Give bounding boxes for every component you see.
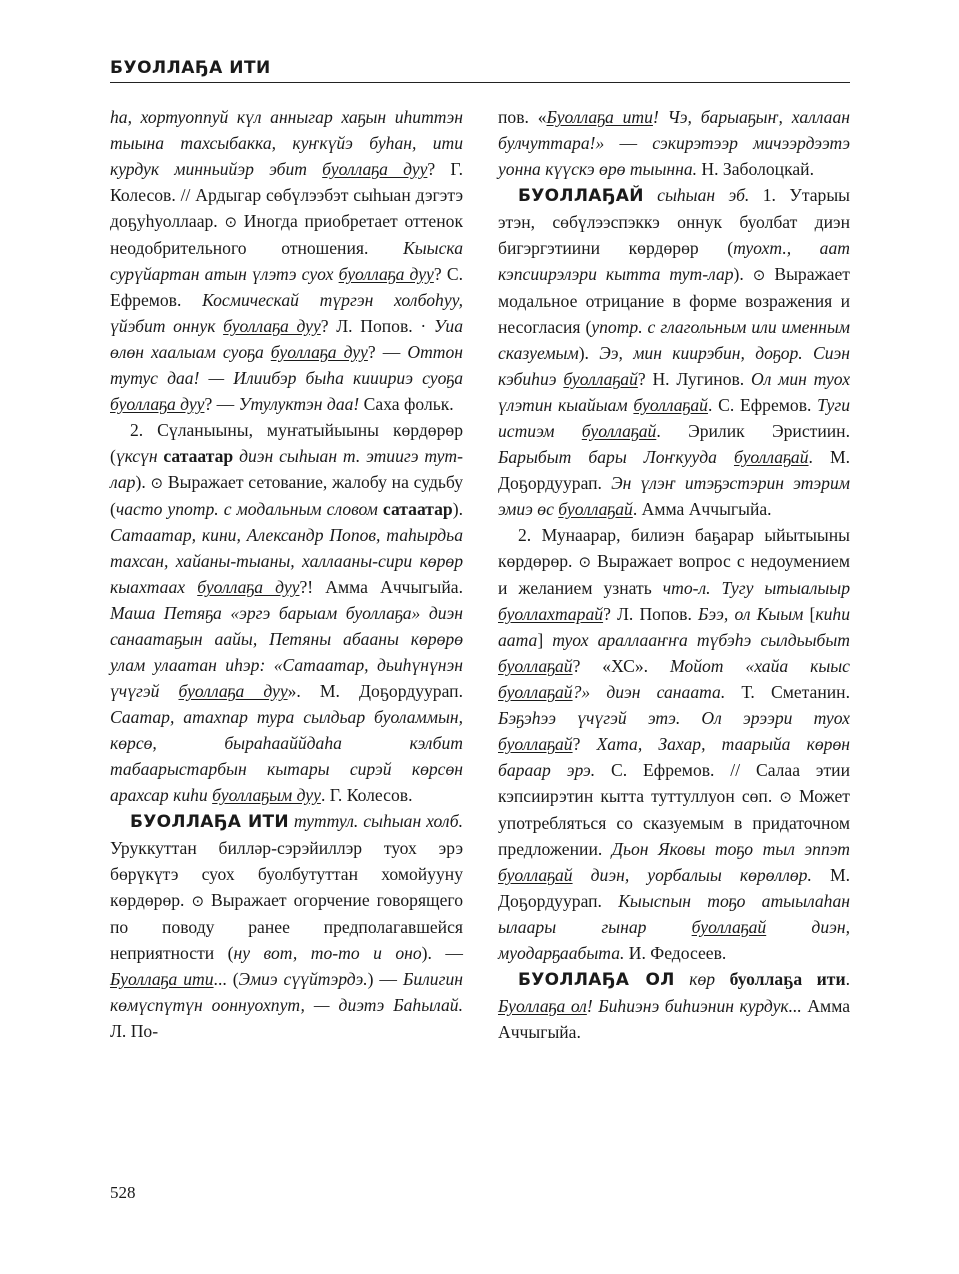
text-run: ? «ХС». xyxy=(572,656,670,676)
underlined-example-run: буоллаҕай xyxy=(633,395,708,415)
bold-run: буоллаҕа ити xyxy=(715,969,846,989)
text-run: ). xyxy=(452,499,463,519)
italic-run: часто употр. с модальным словом xyxy=(115,499,383,519)
text-run: . xyxy=(845,969,850,989)
text-run: . М. Доҕордуурап. xyxy=(498,447,851,493)
italic-run: диэн, муодарҕаабыта. xyxy=(498,917,850,963)
italic-run: Эмиэ сүүйтэрдэ. xyxy=(238,969,368,989)
underlined-example-run: буоллаҕай xyxy=(691,917,767,937)
underlined-example-run: буоллаҕай xyxy=(498,656,573,676)
text-run: ). xyxy=(733,264,753,284)
text-run: ? Г. Колесов. // Ардыгар сөбүлээбэт сыһыан дэгэтэ доҕуһуоллаар. xyxy=(110,159,463,231)
italic-run: Ээ, мин киирэбин, доҕор. Сиэн кэбиһиэ xyxy=(498,343,851,389)
underlined-example-run: буоллаҕа дуу xyxy=(322,159,428,179)
text-run: — xyxy=(604,133,653,153)
italic-run: Бээ, ол Кыым xyxy=(698,604,804,624)
bold-run: сатаатар xyxy=(382,499,453,519)
text-run: ? Л. Попов. · xyxy=(320,316,434,336)
italic-run: что-л. Тугу ытыалыыр xyxy=(662,578,850,598)
text-run: ] xyxy=(537,630,553,650)
right-column xyxy=(498,104,850,1045)
underlined-example-run: буоллаҕа дуу xyxy=(110,394,205,414)
italic-run: туохт., аат кэпсиирэлэри кытта тут-лар xyxy=(498,238,850,284)
header-rule xyxy=(110,82,850,83)
italic-run: Утулуктэн даа! xyxy=(238,394,360,414)
running-header xyxy=(110,58,850,78)
underlined-example-run: буоллаҕай xyxy=(498,865,573,885)
text-run: пов. « xyxy=(498,107,547,127)
headword: БУОЛЛАҔА ИТИ xyxy=(130,812,289,832)
italic-run: Сатаатар, кини, Александр Попов, таһырдьа тахсан, хайаны-тыаны, халлааны-сири көрөр кыахтаах xyxy=(110,525,463,597)
text-run: ? — xyxy=(367,342,408,362)
left-column xyxy=(110,104,463,1044)
text-run: ? — xyxy=(204,394,239,414)
underlined-example-run: буоллаҕа дуу xyxy=(270,342,368,362)
underlined-example-run: буоллаҕа дуу xyxy=(178,681,288,701)
italic-run: употр. с глагольным или именным сказуемым xyxy=(498,317,850,363)
underlined-example-run: буоллаҕай xyxy=(581,421,657,441)
text-run: Иногда приобретает оттенок неодобрительного отношения. xyxy=(110,211,463,258)
text-run: ). — xyxy=(421,943,463,963)
russian-translation-marker: ⊙ xyxy=(150,474,164,492)
text-run: Может употребляться со сказуемым в придаточном предложении. xyxy=(498,786,850,859)
text-run: 2. Сүланыыны, муҥатыйыыны көрдөрөр ( xyxy=(110,420,463,466)
italic-run: Кыыспын тоҕо атыылаһан ылаары гынар xyxy=(498,891,850,937)
underlined-example-run: буоллаҕай xyxy=(498,734,573,754)
text-run: Уруккуттан билләр-сэрэйиллэр туох эрэ бөрүкүтэ суох буолбутуттан хомойууну көрдөрөр. xyxy=(110,838,463,910)
entry-paragraph xyxy=(498,966,850,1045)
text-run: 2. Мунаарар, билиэн баҕарар ыйытыыны көрдөрөр. xyxy=(498,525,850,571)
text-run: ? Л. Попов. xyxy=(603,604,699,624)
underlined-example-run: буоллахтарай xyxy=(498,604,604,624)
underlined-example-run: буоллаҕай xyxy=(563,369,638,389)
text-run: . Амма Аччыгыйа. xyxy=(632,499,772,519)
italic-run: диэн сыһыан т. этиигэ тут-лар xyxy=(110,446,464,492)
italic-run: сыһыан эб. xyxy=(643,185,750,205)
text-run: Выражает модальное отрицание в форме возражения и несогласия ( xyxy=(498,264,850,337)
text-run: ) — xyxy=(367,969,403,989)
text-run: ). xyxy=(135,472,151,492)
italic-run: ?» диэн санаата. xyxy=(572,682,726,702)
russian-translation-marker: ⊙ xyxy=(779,788,792,806)
text-run: ? С. Ефремов. xyxy=(110,264,463,310)
underlined-example-run: буоллаҕа дуу xyxy=(197,577,300,597)
italic-run: Бэҕэһээ үчүгэй этэ. Ол эрээри туох xyxy=(498,708,850,728)
italic-run: Хата, Захар, таарыйа көрөн бараар эрэ. xyxy=(498,734,850,780)
entry-paragraph xyxy=(110,808,463,1044)
russian-translation-marker: ⊙ xyxy=(578,553,592,571)
italic-run: көр xyxy=(674,969,716,989)
bold-run: сатаатар xyxy=(163,446,234,466)
underlined-example-run: буоллаҕай xyxy=(733,447,809,467)
italic-run: Эн үлэҥ итэҕэстэрин этэрим эмиэ өс xyxy=(498,473,850,519)
russian-translation-marker: ⊙ xyxy=(224,213,238,231)
underlined-example-run: буоллаҕа дуу xyxy=(223,316,321,336)
text-run: Т. Сметанин. xyxy=(725,682,850,702)
italic-run: Билигин көмүспүтүн ооннуохпут, — диэтэ Баһылай. xyxy=(110,969,463,1015)
italic-run: ! Чэ, барыаҕыҥ, халлаан булчуттара!» xyxy=(498,107,850,153)
text-run: ». М. Доҕордуурап. xyxy=(287,681,463,701)
text-run: М. Доҕордуурап. xyxy=(498,865,850,911)
headword: БУОЛЛАҔАЙ xyxy=(518,186,644,206)
italic-run: һа, хортуоппуй күл анныгар хаҕын иһиттэн тыына тахсыбакка, куҥкүйэ буһан, ити курдук минньийэр эбит xyxy=(110,107,463,179)
italic-run: Барыбыт бары Лоҥкууда xyxy=(498,447,734,467)
underlined-example-run: буоллаҕай xyxy=(558,499,633,519)
running-header-title: БУОЛЛАҔА ИТИ xyxy=(110,58,271,78)
text-run: ). xyxy=(578,343,600,363)
text-run: И. Федосеев. xyxy=(624,943,727,963)
text-run: [ xyxy=(803,604,816,624)
text-run: . С. Ефремов. xyxy=(707,395,818,415)
italic-run: Маша Петяҕа «эргэ барыам буоллаҕа» диэн санаатаҕын аайы, Петяны абааны көрөрө улам улаатан иһэр: «Сатаатар, дьиһүнүнэн үчүгэй xyxy=(110,603,463,701)
italic-run: Кыыска сурүйартан атын үлэтэ суох xyxy=(110,238,463,284)
italic-run: Оттон тутус даа! — Илиибэр быһа кииириэ суоҕа xyxy=(110,342,464,388)
text-run: ?! Амма Аччыгыйа. xyxy=(299,577,463,597)
text-run: Н. Заболоцкай. xyxy=(697,159,814,179)
italic-run: сэкирэтээр мичээрдээтэ уонна күүскэ өрө тыынна. xyxy=(498,133,851,179)
underlined-example-run: Буоллаҕа ол xyxy=(498,996,587,1016)
underlined-example-run: буоллаҕай xyxy=(498,682,573,702)
text-run: Выражает вопрос с недоумением и желанием узнать xyxy=(498,551,850,598)
italic-run: ну вот, то-то и оно xyxy=(233,943,422,963)
italic-run: киһи аата xyxy=(498,604,850,650)
entry-paragraph xyxy=(498,182,850,522)
text-run: . Г. Колесов. xyxy=(320,785,413,805)
text-run: ? Н. Лугинов. xyxy=(637,369,751,389)
russian-translation-marker: ⊙ xyxy=(191,892,205,910)
text-run: С. Ефремов. // Салаа этии кэпсиирэтин кытта туттуллуон сөп. xyxy=(498,760,850,806)
italic-run: Ол мин туох үлэтин кыайыам xyxy=(498,369,851,415)
russian-translation-marker: ⊙ xyxy=(752,266,766,284)
text-run: 1. Утарыы этэн, сөбүлээспэккэ оннук буолбат диэн бигэргэтиини көрдөрөр ( xyxy=(498,185,850,258)
entry-paragraph xyxy=(498,522,850,966)
italic-run: диэн, уорбалыы көрөллөр. xyxy=(572,865,812,885)
text-run: . Эрилик Эристиин. xyxy=(656,421,850,441)
italic-run: туох араллааҥҥа түбэһэ сылдьыбыт xyxy=(552,630,850,650)
entry-paragraph xyxy=(110,104,463,417)
italic-run: Космическай түргэн холбоһуу, үйэбит оннук xyxy=(110,290,463,336)
entry-paragraph xyxy=(110,417,463,808)
text-run: ... ( xyxy=(213,969,239,989)
entry-paragraph xyxy=(498,104,850,182)
text-run: Саха фольк. xyxy=(359,394,454,414)
underlined-example-run: буоллаҕым дуу xyxy=(212,785,321,805)
italic-run: Туги истиэм xyxy=(498,395,851,441)
italic-run: Саатар, атахпар тура сылдьар буоламмын, көрсө, быраһааййдаһа кэлбит табаарыстарбын кытары сирэй көрсөн арахсар киһи xyxy=(110,707,463,805)
page-number: 528 xyxy=(110,1183,136,1202)
italic-run: ! Биһиэнэ биһиэнин курдук... xyxy=(586,996,802,1016)
text-run: Л. По- xyxy=(110,1021,159,1041)
text-run: Выражает сетование, жалобу на судьбу ( xyxy=(110,472,463,519)
text-run: ? xyxy=(572,734,597,754)
italic-run: Уиа өлөн хаалыам суоҕа xyxy=(110,316,464,362)
text-run: Выражает огорчение говорящего по поводу ранее предполагавшейся неприятности ( xyxy=(110,890,463,963)
text-run: Амма Аччыгыйа. xyxy=(498,996,851,1042)
italic-run: Мойот «хайа кыыс xyxy=(670,656,850,676)
italic-run: туттул. сыһыан холб. xyxy=(288,811,463,831)
underlined-example-run: Буоллаҕа ити xyxy=(546,107,653,127)
underlined-example-run: буоллаҕа дуу xyxy=(338,264,434,284)
underlined-example-run: Буоллаҕа ити xyxy=(110,969,214,989)
headword: БУОЛЛАҔА ОЛ xyxy=(518,970,675,990)
italic-run: үксүн xyxy=(115,446,164,466)
italic-run: Дьон Яковы тоҕо тыл эппэт xyxy=(611,839,850,859)
